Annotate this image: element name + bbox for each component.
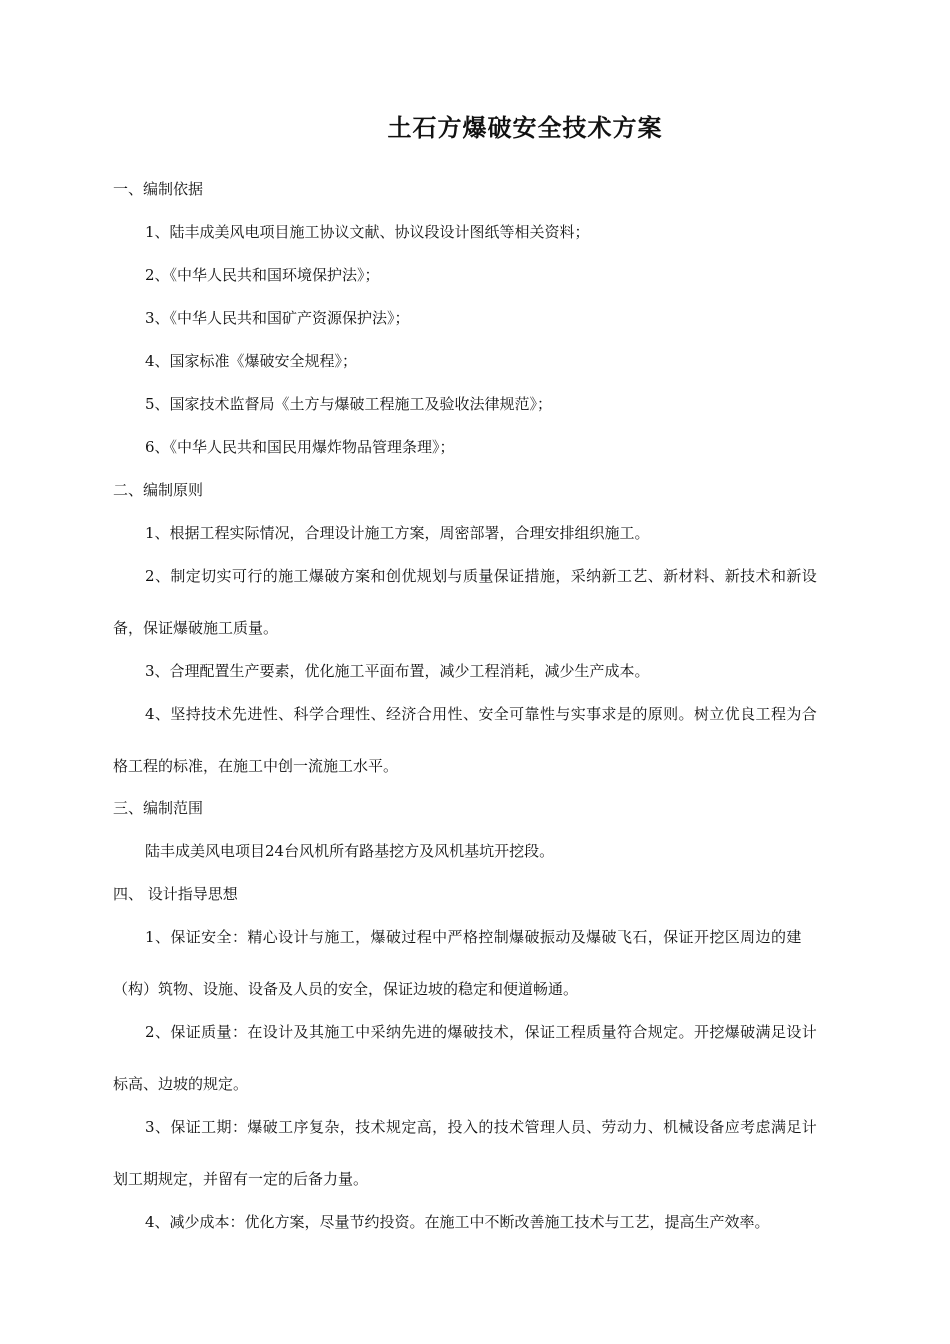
- basis-item: 2、《中华人民共和国环境保护法》；: [145, 266, 380, 284]
- principle-paragraph: 2、制定切实可行的施工爆破方案和创优规划与质量保证措施，采纳新工艺、新材料、新技术和新设: [145, 567, 818, 585]
- principle-paragraph-cont: 备，保证爆破施工质量。: [113, 619, 279, 637]
- guiding-paragraph: 4、减少成本：优化方案，尽量节约投资。在施工中不断改善施工技术与工艺，提高生产效率。: [145, 1213, 770, 1231]
- guiding-paragraph-cont: 划工期规定，并留有一定的后备力量。: [113, 1170, 369, 1188]
- guiding-paragraph-cont: （构）筑物、设施、设备及人员的安全，保证边坡的稳定和便道畅通。: [113, 980, 579, 998]
- document-title: 土石方爆破安全技术方案: [387, 114, 663, 142]
- section-heading-principles: 二、编制原则: [113, 481, 204, 499]
- basis-item: 6、《中华人民共和国民用爆炸物品管理条理》；: [145, 438, 455, 456]
- guiding-paragraph-cont: 标高、边坡的规定。: [113, 1075, 249, 1093]
- basis-item: 4、国家标准《爆破安全规程》；: [145, 352, 358, 370]
- principle-paragraph: 1、根据工程实际情况，合理设计施工方案，周密部署，合理安排组织施工。: [145, 524, 650, 542]
- section-heading-guiding-idea: 四、 设计指导思想: [113, 885, 238, 903]
- basis-item: 5、国家技术监督局《土方与爆破工程施工及验收法律规范》；: [145, 395, 553, 413]
- principle-paragraph: 4、坚持技术先进性、科学合理性、经济合用性、安全可靠性与实事求是的原则。树立优良工程为合: [145, 705, 818, 723]
- guiding-paragraph: 3、保证工期：爆破工序复杂，技术规定高，投入的技术管理人员、劳动力、机械设备应考虑满足计: [145, 1118, 818, 1136]
- basis-item: 1、陆丰成美风电项目施工协议文献、协议段设计图纸等相关资料；: [145, 223, 590, 241]
- principle-paragraph: 3、合理配置生产要素，优化施工平面布置，减少工程消耗，减少生产成本。: [145, 662, 650, 680]
- basis-item: 3、《中华人民共和国矿产资源保护法》；: [145, 309, 410, 327]
- section-heading-scope: 三、编制范围: [113, 799, 204, 817]
- section-heading-basis: 一、编制依据: [113, 180, 204, 198]
- guiding-paragraph: 2、保证质量：在设计及其施工中采纳先进的爆破技术，保证工程质量符合规定。开挖爆破满足设计: [145, 1023, 818, 1041]
- guiding-paragraph: 1、保证安全：精心设计与施工，爆破过程中严格控制爆破振动及爆破飞石，保证开挖区周边的建: [145, 928, 802, 946]
- scope-paragraph: 陆丰成美风电项目24台风机所有路基挖方及风机基坑开挖段。: [145, 842, 555, 860]
- principle-paragraph-cont: 格工程的标准，在施工中创一流施工水平。: [113, 757, 399, 775]
